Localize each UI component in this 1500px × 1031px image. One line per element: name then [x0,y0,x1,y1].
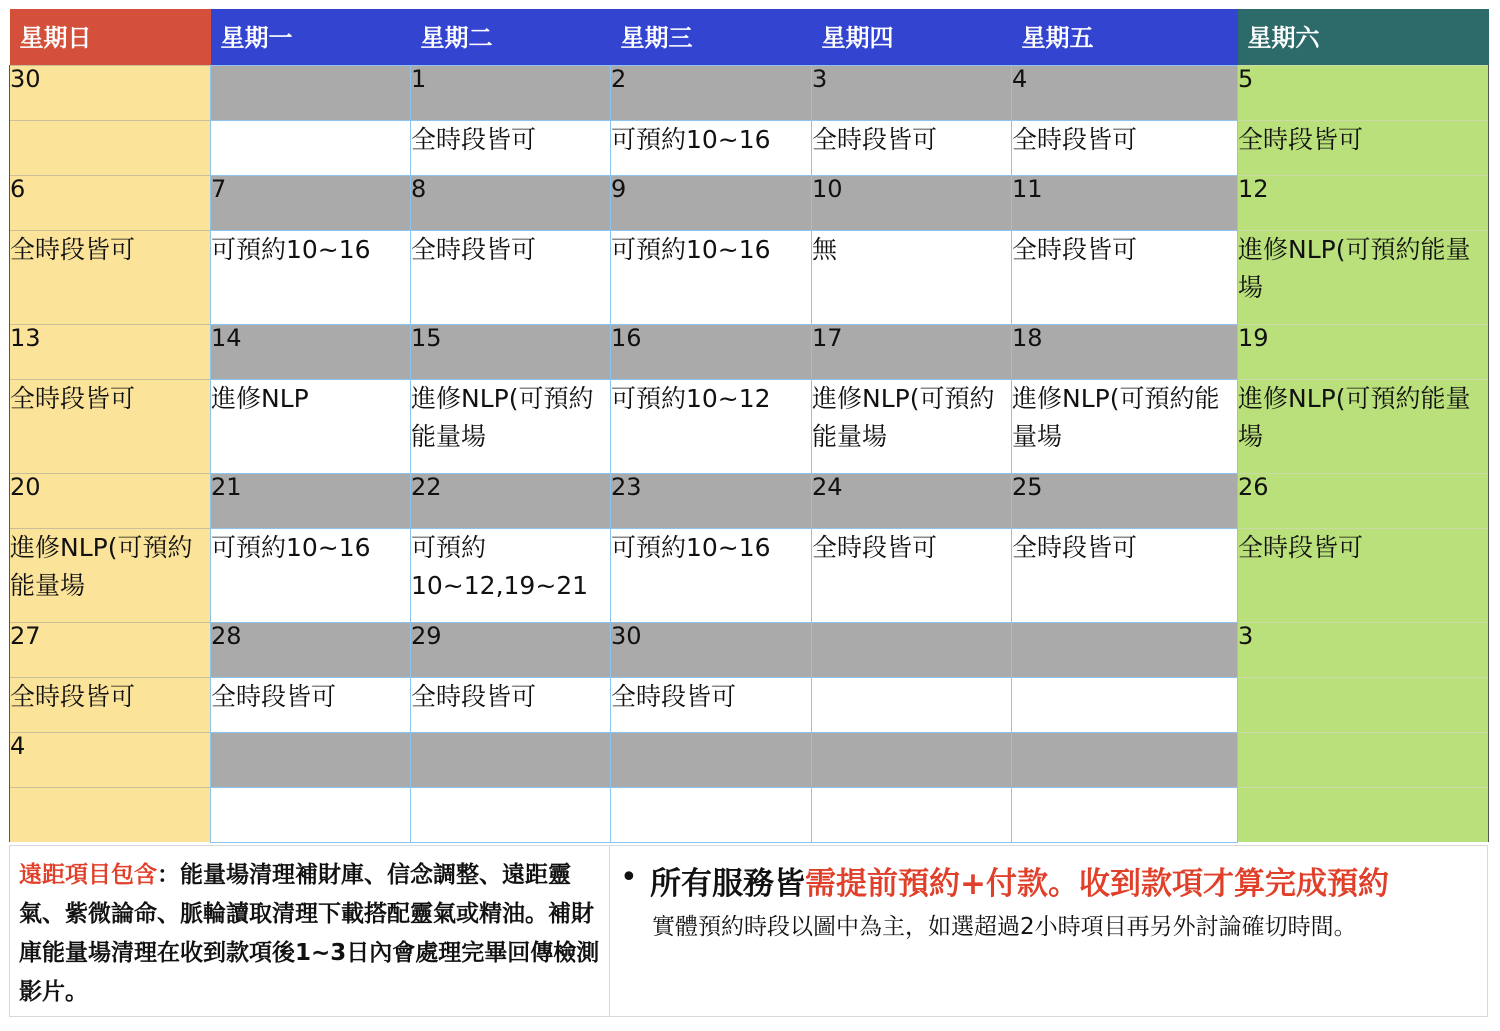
date-cell: 4 [1012,65,1238,120]
header-thursday: 星期四 [812,9,1012,65]
weekday-header-row [10,9,1489,65]
remote-services-label: 遠距項目包含 [19,862,157,888]
booking-subtext: 實體預約時段以圖中為主，如選超過2小時項目再另外討論確切時間。 [652,914,1357,940]
date-cell: 18 [1012,324,1238,379]
header-friday: 星期五 [1012,9,1238,65]
date-cell: 27 [10,622,211,677]
bullet-icon: • [620,860,638,895]
date-cell: 15 [411,324,611,379]
availability-cell: 全時段皆可 [812,120,1012,175]
date-cell [1012,732,1238,787]
availability-cell [211,120,411,175]
availability-cell: 全時段皆可 [211,677,411,732]
date-cell: 19 [1238,324,1489,379]
date-cell: 5 [1238,65,1489,120]
date-cell: 21 [211,473,411,528]
date-cell [211,732,411,787]
week-4-text-row [10,528,1489,622]
date-cell: 8 [411,175,611,230]
booking-note [610,846,1487,1016]
date-cell: 23 [611,473,812,528]
date-cell: 3 [812,65,1012,120]
availability-cell: 可預約10~16 [611,230,812,324]
availability-cell: 進修NLP(可預約能量場 [411,379,611,473]
week-3-text-row [10,379,1489,473]
availability-cell: 全時段皆可 [1012,120,1238,175]
header-saturday: 星期六 [1238,9,1489,65]
availability-cell: 全時段皆可 [1012,230,1238,324]
remote-services-note [10,846,610,1016]
week-6-date-row [10,732,1489,787]
availability-cell [611,787,812,842]
availability-cell: 可預約10~12 [611,379,812,473]
date-cell: 28 [211,622,411,677]
availability-cell: 進修NLP(可預約能量場 [812,379,1012,473]
date-cell [812,622,1012,677]
notes-section [9,845,1488,1017]
date-cell: 25 [1012,473,1238,528]
availability-cell: 全時段皆可 [10,677,211,732]
date-cell: 2 [611,65,812,120]
date-cell: 3 [1238,622,1489,677]
date-cell: 30 [10,65,211,120]
availability-cell [211,787,411,842]
date-cell: 16 [611,324,812,379]
availability-cell: 全時段皆可 [10,230,211,324]
availability-cell: 進修NLP(可預約能量場 [1238,230,1489,324]
week-6-text-row [10,787,1489,842]
availability-cell: 全時段皆可 [1238,120,1489,175]
availability-cell: 可預約10~16 [211,528,411,622]
date-cell: 29 [411,622,611,677]
availability-cell: 進修NLP(可預約能量場 [1238,379,1489,473]
availability-cell: 進修NLP [211,379,411,473]
week-5-text-row [10,677,1489,732]
date-cell: 10 [812,175,1012,230]
availability-cell: 可預約10~16 [211,230,411,324]
availability-cell: 全時段皆可 [611,677,812,732]
date-cell [812,732,1012,787]
date-cell: 13 [10,324,211,379]
date-cell [211,65,411,120]
availability-cell [1238,787,1489,842]
date-cell: 12 [1238,175,1489,230]
date-cell: 11 [1012,175,1238,230]
week-2-date-row [10,175,1489,230]
date-cell: 7 [211,175,411,230]
availability-cell [1012,787,1238,842]
header-sunday: 星期日 [10,9,211,65]
availability-cell: 可預約10~12,19~21 [411,528,611,622]
availability-cell [812,787,1012,842]
availability-cell: 可預約10~16 [611,120,812,175]
date-cell: 14 [211,324,411,379]
week-1-text-row [10,120,1489,175]
booking-headline-prefix: 所有服務皆 [650,866,805,902]
availability-cell: 進修NLP(可預約能量場 [1012,379,1238,473]
booking-headline-highlight: 需提前預約+付款。收到款項才算完成預約 [805,866,1389,902]
availability-cell [10,120,211,175]
availability-cell: 全時段皆可 [411,230,611,324]
date-cell: 22 [411,473,611,528]
availability-cell: 全時段皆可 [812,528,1012,622]
availability-cell [10,787,211,842]
date-cell [411,732,611,787]
availability-cell [812,677,1012,732]
date-cell [1012,622,1238,677]
date-cell: 17 [812,324,1012,379]
date-cell [1238,732,1489,787]
date-cell [611,732,812,787]
date-cell: 24 [812,473,1012,528]
header-monday: 星期一 [211,9,411,65]
week-1-date-row [10,65,1489,120]
availability-cell [1012,677,1238,732]
availability-cell [1238,677,1489,732]
availability-cell: 全時段皆可 [10,379,211,473]
availability-cell: 全時段皆可 [411,120,611,175]
date-cell: 26 [1238,473,1489,528]
calendar-table [9,9,1489,843]
date-cell: 20 [10,473,211,528]
availability-cell [411,787,611,842]
date-cell: 1 [411,65,611,120]
remote-services-body: ：能量場清理補財庫、信念調整、遠距靈氣、紫微論命、脈輪讀取清理下載搭配靈氣或精油。補財庫能量場清理在收到款項後1~3日內會處理完畢回傳檢測影片。 [19,862,600,1005]
availability-cell: 進修NLP(可預約能量場 [10,528,211,622]
availability-cell: 無 [812,230,1012,324]
date-cell: 30 [611,622,812,677]
week-2-text-row [10,230,1489,324]
booking-headline [650,858,1389,903]
date-cell: 4 [10,732,211,787]
availability-cell: 全時段皆可 [1238,528,1489,622]
week-5-date-row [10,622,1489,677]
header-wednesday: 星期三 [611,9,812,65]
availability-cell: 可預約10~16 [611,528,812,622]
availability-cell: 全時段皆可 [1012,528,1238,622]
week-4-date-row [10,473,1489,528]
header-tuesday: 星期二 [411,9,611,65]
week-3-date-row [10,324,1489,379]
date-cell: 6 [10,175,211,230]
availability-cell: 全時段皆可 [411,677,611,732]
date-cell: 9 [611,175,812,230]
